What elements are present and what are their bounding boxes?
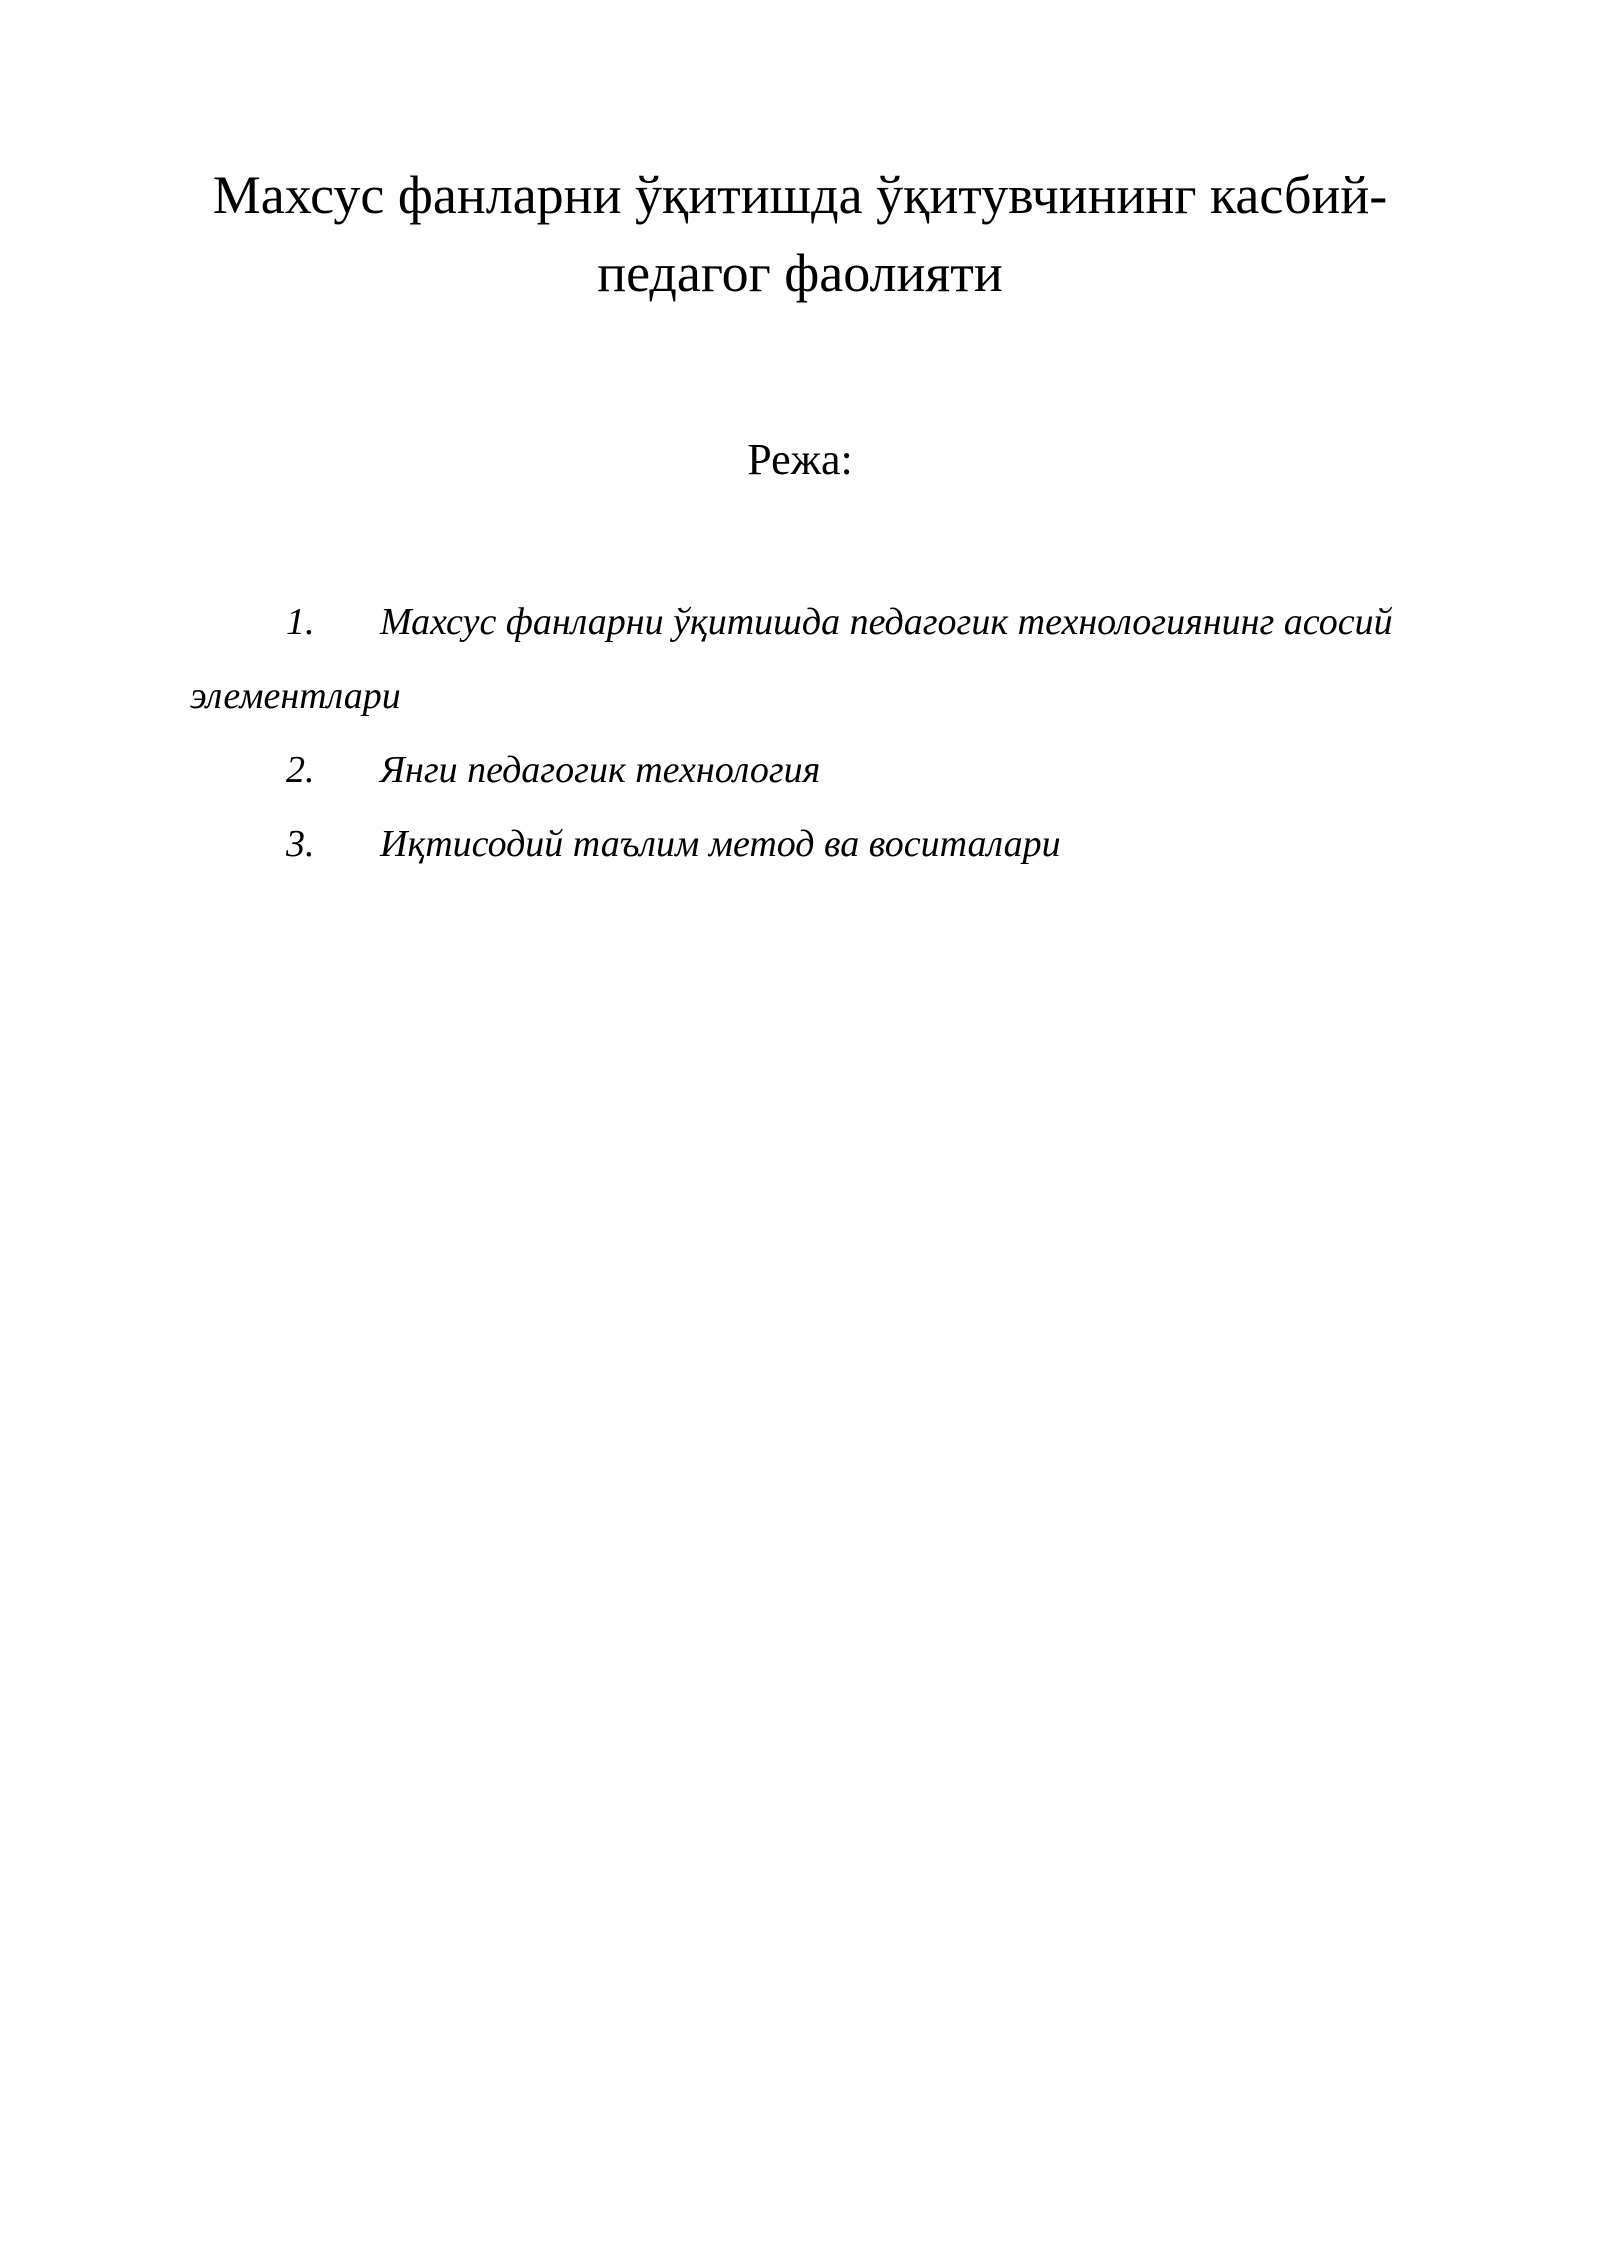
plan-item-text: Махсус фанларни ўқитишда педагогик технологиянинг асосий элементлари [190, 601, 1393, 717]
plan-item [190, 733, 1420, 807]
plan-item [190, 807, 1420, 881]
plan-item-number: 2. [286, 749, 315, 791]
plan-item-number: 3. [286, 823, 315, 865]
plan-item-number: 1. [286, 601, 315, 643]
plan-list [190, 585, 1420, 881]
plan-heading: Режа: [747, 435, 853, 484]
plan-item-text: Иқтисодий таълим метод ва воситалари [380, 823, 1061, 865]
plan-item-text: Янги педагогик технология [380, 749, 821, 791]
document-title: Махсус фанларни ўқитишда ўқитувчининг касбий-педагог фаолияти [212, 165, 1388, 303]
plan-item [190, 585, 1420, 733]
